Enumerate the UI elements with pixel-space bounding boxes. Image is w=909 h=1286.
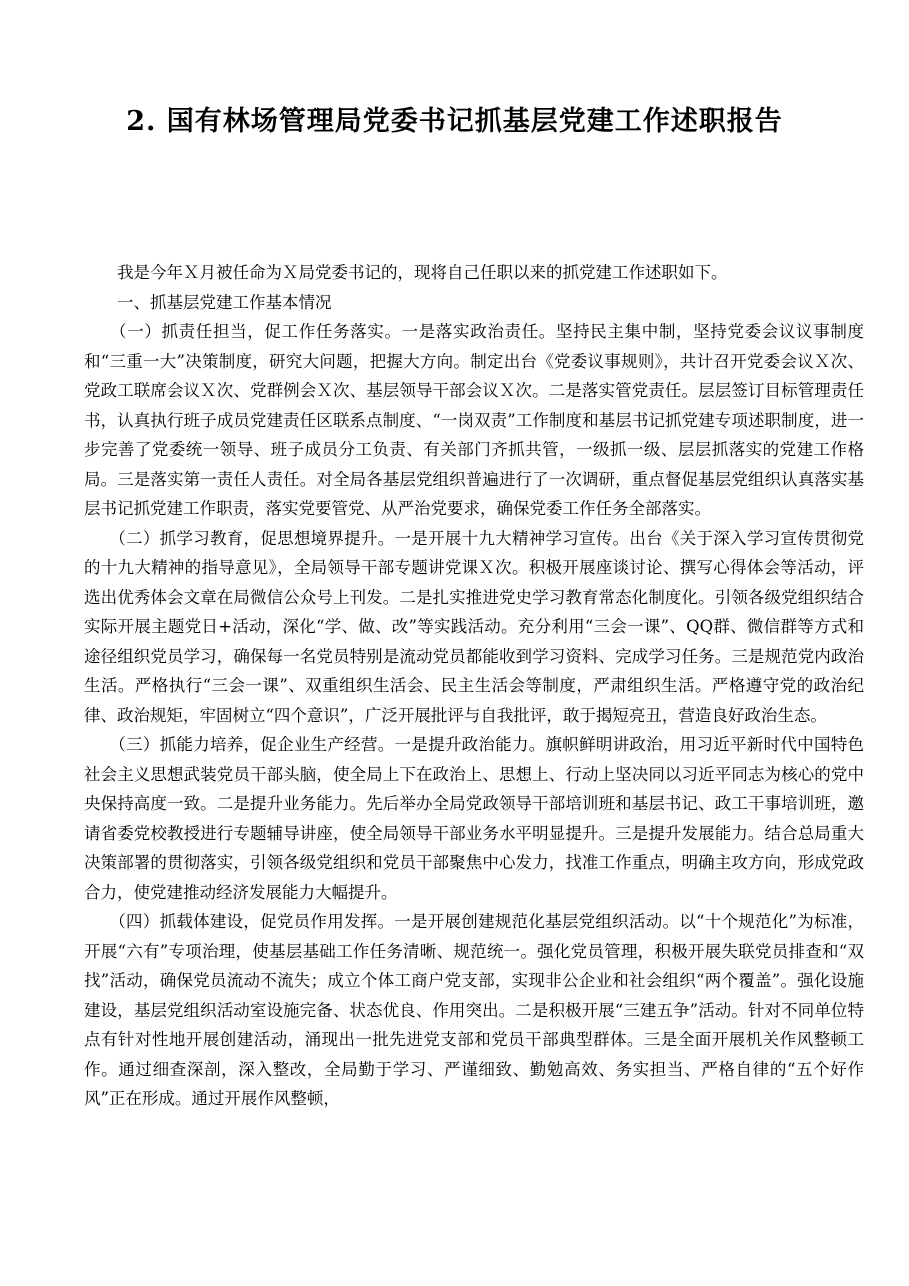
section-paragraph-3: （三）抓能力培养，促企业生产经营。一是提升政治能力。旗帜鲜明讲政治，用习近平新时代中国特色社会主义思想武装党员干部头脑，使全局上下在政治上、思想上、行动上坚决同以习近平同志为核心的党中央保持高度一致。二是提升业务能力。先后举办全局党政领导干部培训班和基层书记、政工干事培训班，邀请省委党校教授进行专题辅导讲座，使全局领导干部业务水平明显提升。三是提升发展能力。结合总局重大决策部署的贯彻落实，引领各级党组织和党员干部聚焦中心发力，找准工作重点，明确主攻方向，形成党政合力，使党建推动经济发展能力大幅提升。: [84, 735, 864, 902]
intro-paragraph: 我是今年Ｘ月被任命为Ｘ局党委书记的，现将自己任职以来的抓党建工作述职如下。: [84, 263, 728, 282]
section-paragraph-2: （二）抓学习教育，促思想境界提升。一是开展十九大精神学习宣传。出台《关于深入学习宣传贯彻党的十九大精神的指导意见》，全局领导干部专题讲党课Ｘ次。积极开展座谈讨论、撰写心得体会等活动，评选出优秀体会文章在局微信公众号上刊发。二是扎实推进党史学习教育常态化制度化。引领各级党组织结合实际开展主题党日+活动，深化“学、做、改”等实践活动。充分利用“三会一课”、QQ群、微信群等方式和途径组织党员学习，确保每一名党员特别是流动党员都能收到学习资料、完成学习任务。三是规范党内政治生活。严格执行“三会一课”、双重组织生活会、民主生活会等制度，严肃组织生活。严格遵守党的政治纪律、政治规矩，牢固树立“四个意识”，广泛开展批评与自我批评，敢于揭短亮丑，营造良好政治生态。: [84, 528, 864, 725]
document-title: 2. 国有林场管理局党委书记抓基层党建工作述职报告: [126, 106, 783, 137]
section-heading: 一、抓基层党建工作基本情况: [84, 292, 332, 312]
section-paragraph-4: （四）抓载体建设，促党员作用发挥。一是开展创建规范化基层党组织活动。以“十个规范化”为标准，开展“六有”专项治理，使基层基础工作任务清晰、规范统一。强化党员管理，积极开展失联党员排查和“双找”活动，确保党员流动不流失；成立个体工商户党支部，实现非公企业和社会组织“两个覆盖”。强化设施建设，基层党组织活动室设施完备、状态优良、作用突出。二是积极开展“三建五争”活动。针对不同单位特点有针对性地开展创建活动，涌现出一批先进党支部和党员干部典型群体。三是全面开展机关作风整顿工作。通过细查深剖，深入整改，全局勤于学习、严谨细致、勤勉高效、务实担当、严格自律的“五个好作风”正在形成。通过开展作风整顿，: [84, 912, 864, 1108]
document-body: [84, 258, 864, 1114]
section-paragraph-1: （一）抓责任担当，促工作任务落实。一是落实政治责任。坚持民主集中制，坚持党委会议议事制度和“三重一大”决策制度，研究大问题，把握大方向。制定出台《党委议事规则》，共计召开党委会议Ｘ次、党政工联席会议Ｘ次、党群例会Ｘ次、基层领导干部会议Ｘ次。二是落实管党责任。层层签订目标管理责任书，认真执行班子成员党建责任区联系点制度、“一岗双责”工作制度和基层书记抓党建专项述职制度，进一步完善了党委统一领导、班子成员分工负责、有关部门齐抓共管，一级抓一级、层层抓落实的党建工作格局。三是落实第一责任人责任。对全局各基层党组织普遍进行了一次调研，重点督促基层党组织认真落实基层书记抓党建工作职责，落实党要管党、从严治党要求，确保党委工作任务全部落实。: [84, 322, 864, 518]
